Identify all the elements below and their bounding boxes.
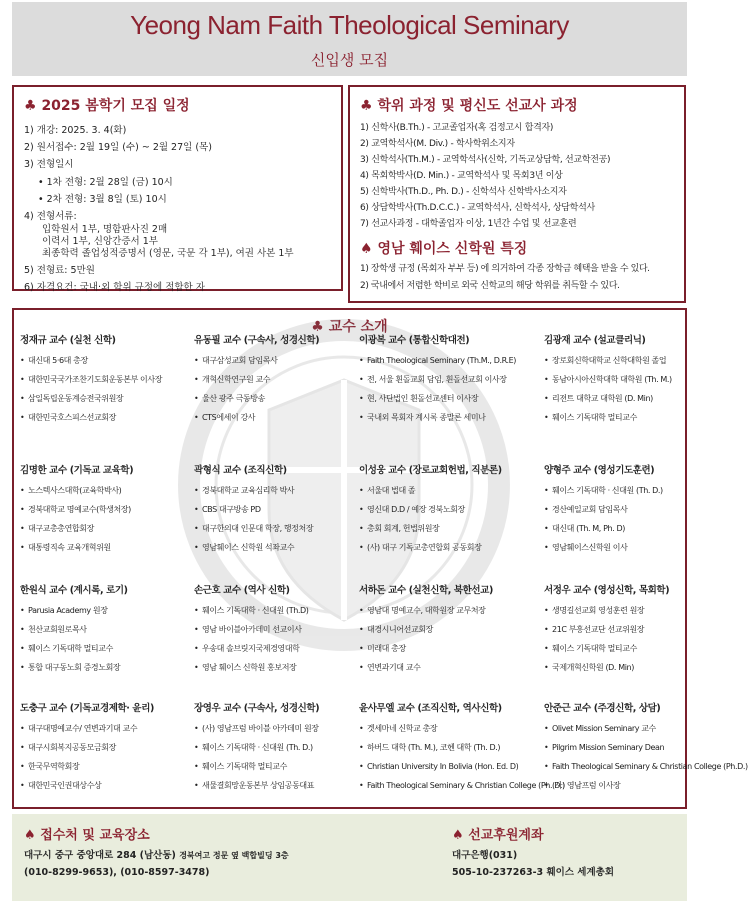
professor-card <box>194 700 364 800</box>
faculty-box <box>12 308 748 809</box>
professor-card <box>544 332 714 432</box>
document-item: 이력서 1부, 신앙간증서 1부 <box>42 236 158 247</box>
professor-card <box>544 582 714 682</box>
professor-credential: • 통합 대구동노회 증경노회장 <box>20 663 190 673</box>
professor-credential: • 대구시회복지공동모금회장 <box>20 743 190 753</box>
professor-credential: • 노스텍사스대학(교육학박사) <box>20 486 190 496</box>
professor-credential: • 천산교회원로목사 <box>20 625 190 635</box>
phone-numbers: (010-8299-9653), (010-8597-3478) <box>24 867 210 878</box>
professor-credential: • 영남훼이스 신학원 석좌교수 <box>194 543 364 553</box>
professor-credential: • 영남 바이블아카데미 선교이사 <box>194 625 364 635</box>
professor-card <box>359 462 529 562</box>
recruitment-title: ♣ 2025 봄학기 모집 일정 <box>24 98 190 114</box>
professor-credential: • 겟세마네 신학교 총장 <box>359 724 529 734</box>
professor-credential: • (사) 대구 기독교총연합회 공동회장 <box>359 543 529 553</box>
professor-credential: • 리젼트 대학교 대학원 (D. Min) <box>544 394 714 404</box>
document-item: 입학원서 1부, 명함판사진 2매 <box>42 224 168 235</box>
account-title: ♠ 선교후원계좌 <box>452 828 544 843</box>
professor-credential: • 대한민국호스피스선교회장 <box>20 413 190 423</box>
professor-name: 정재규 교수 (실천 신학) <box>20 335 116 346</box>
professor-name: 이성웅 교수 (장로교회헌법, 직분론) <box>359 465 502 476</box>
professor-credential: • 현, 사단법인 흰돌선교센터 이사장 <box>359 394 529 404</box>
degree-item: 3) 신학석사(Th.M.) - 교역학석사(신학, 기독교상담학, 선교학전공) <box>360 155 611 165</box>
feature-item: 2) 국내에서 저렴한 학비로 외국 신학교의 해당 학위를 취득할 수 있다. <box>360 281 620 291</box>
contact-title: ♠ 접수처 및 교육장소 <box>24 828 150 843</box>
professor-card <box>20 462 190 562</box>
professor-credential: • Pilgrim Mission Seminary Dean <box>544 743 714 753</box>
exam-fee: 5) 전형료: 5만원 <box>24 265 95 276</box>
professor-credential: • 경북대학교 교육심리학 박사 <box>194 486 364 496</box>
professor-credential: • 새물결회망운동본부 상임공동대표 <box>194 781 364 791</box>
bank-name: 대구은행(031) <box>452 850 518 861</box>
professor-credential: • Faith Theological Seminary (Th.M., D.R.E) <box>359 356 529 366</box>
professor-credential: • (사) 영남프럼 이사장 <box>544 781 714 791</box>
exam-round-1: • 1차 전형: 2월 28일 (금) 10시 <box>38 177 173 188</box>
professor-credential: • 울산 광주 극동방송 <box>194 394 364 404</box>
professor-credential: • 국내외 목회자 계시록 종말론 세미나 <box>359 413 529 423</box>
professor-card <box>20 332 190 432</box>
degree-item: 1) 신학사(B.Th.) - 고교졸업자(혹 검정고시 합격자) <box>360 123 554 133</box>
professor-credential: • 훼이스 기독대학 · 신대원 (Th. D.) <box>544 486 714 496</box>
professor-credential: • Faith Theological Seminary & Christian College (Ph.D.) <box>544 762 714 772</box>
professor-credential: • 영남대 명예교수, 대학원장 교무처장 <box>359 606 529 616</box>
footer <box>12 814 687 901</box>
professor-credential: • (사) 영남프럼 바이블 아카데미 원장 <box>194 724 364 734</box>
professor-name: 안준근 교수 (주경신학, 상담) <box>544 703 661 714</box>
professor-card <box>359 700 565 800</box>
professor-name: 곽형식 교수 (조직신학) <box>194 465 287 476</box>
club-icon: ♣ <box>360 98 373 114</box>
professor-credential: • 경북대학교 명예교수(학생처장) <box>20 505 190 515</box>
professor-credential: • 미래대 총장 <box>359 644 529 654</box>
professor-card <box>359 582 529 682</box>
professor-credential: • 하버드 대학 (Th. M.), 코헨 대학 (Th. D.) <box>359 743 529 753</box>
professor-credential: • 훼이스 기독대학 멀티교수 <box>20 644 190 654</box>
spade-icon: ♠ <box>360 241 373 257</box>
recruitment-schedule-box <box>12 85 343 291</box>
professor-credential: • 훼이스 기독대학 멀티교수 <box>544 644 714 654</box>
page-subtitle: 신입생 모집 <box>310 51 389 69</box>
degree-item: 6) 상담학박사(Th.D.C.C.) - 교역학석사, 신학석사, 상담학석사 <box>360 203 595 213</box>
degree-item: 2) 교역학석사(M. Div.) - 학사학위소지자 <box>360 139 515 149</box>
professor-card <box>194 462 364 562</box>
professor-name: 서하돈 교수 (실천신학, 북한선교) <box>359 585 493 596</box>
professor-credential: • 국제개혁신학원 (D. Min) <box>544 663 714 673</box>
professor-credential: • 21C 부흥선교단 선교위원장 <box>544 625 714 635</box>
professor-name: 양형주 교수 (영성기도훈련) <box>544 465 655 476</box>
professor-credential: • 대경시니어선교회장 <box>359 625 529 635</box>
degree-title: ♣ 학위 과정 및 평신도 선교사 과정 <box>360 98 578 114</box>
professor-card <box>544 700 748 800</box>
professor-name: 장영우 교수 (구속사, 성경신학) <box>194 703 320 714</box>
professor-credential: • 동남아시아신학대학 대학원 (Th. M.) <box>544 375 714 385</box>
exam-round-2: • 2차 전형: 3월 8일 (토) 10시 <box>38 194 167 205</box>
professor-credential: • 대통령직속 교육개혁위원 <box>20 543 190 553</box>
feature-item: 1) 장학생 규정 (목회자 부부 등) 에 의거하여 각종 장학금 혜택을 받을 수 있다. <box>360 264 650 274</box>
spade-icon: ♠ <box>24 828 36 843</box>
professor-credential: • 서울대 법대 졸 <box>359 486 529 496</box>
professor-credential: • Christian University In Bolivia (Hon. Ed. D) <box>359 762 529 772</box>
qualification: 6) 자격요건: 국내·외 학위 규정에 적합한 자 <box>24 282 205 293</box>
professor-credential: • CBS 대구방송 PD <box>194 505 364 515</box>
degree-item: 7) 선교사과정 - 대학졸업자 이상, 1년간 수업 및 선교훈련 <box>360 219 577 229</box>
professor-credential: • 훼이스 기독대학 멀티교수 <box>544 413 714 423</box>
professor-credential: • 대구교총총연합회장 <box>20 524 190 534</box>
professor-card <box>20 700 190 800</box>
professor-card <box>194 582 364 682</box>
professor-credential: • Parusia Academy 원장 <box>20 606 190 616</box>
professor-credential: • Olivet Mission Seminary 교수 <box>544 724 714 734</box>
professor-card <box>20 582 190 682</box>
page-header <box>12 2 687 76</box>
professor-credential: • 총회 회계, 헌법위원장 <box>359 524 529 534</box>
professor-name: 서정우 교수 (영성신학, 목회학) <box>544 585 670 596</box>
professor-credential: • 대한민국인권대상수상 <box>20 781 190 791</box>
professor-credential: • 대구대명예교수/ 연변과기대 교수 <box>20 724 190 734</box>
professor-credential: • 대구삼성교회 담임목사 <box>194 356 364 366</box>
degree-item: 4) 목회학박사(D. Min.) - 교역학석사 및 목회3년 이상 <box>360 171 563 181</box>
professor-name: 이광복 교수 (통합신학대전) <box>359 335 470 346</box>
address: 대구시 중구 중앙대로 284 (남산동) 경북여고 정문 옆 백합빌딩 3층 <box>24 850 289 861</box>
contact-section <box>24 824 289 883</box>
professor-name: 김명한 교수 (기독교 교육학) <box>20 465 134 476</box>
professor-credential: • 한국무역학회장 <box>20 762 190 772</box>
documents-heading: 4) 전형서류: <box>24 211 77 222</box>
professor-credential: • 훼이스 기독대학 멀티교수 <box>194 762 364 772</box>
professor-credential: • 대구한의대 인문대 학장, 행정처장 <box>194 524 364 534</box>
degree-programs-box <box>348 85 686 303</box>
professor-credential: • Faith Theological Seminary & Christian College (Ph. D.) <box>359 781 529 791</box>
faculty-title: ♣ 교수 소개 <box>311 319 388 335</box>
professor-name: 유동필 교수 (구속사, 성경신학) <box>194 335 320 346</box>
account-number: 505-10-237263-3 훼이스 세계총회 <box>452 867 615 878</box>
schedule-exam-heading: 3) 전형일시 <box>24 159 74 170</box>
professor-credential: • 대신대 (Th. M, Ph. D) <box>544 524 714 534</box>
professor-credential: • 개혁신학연구원 교수 <box>194 375 364 385</box>
club-icon: ♣ <box>311 319 324 335</box>
professor-credential: • 생명길선교회 영성훈련 원장 <box>544 606 714 616</box>
professor-credential: • 훼이스 기독대학 · 신대원 (Th. D.) <box>194 743 364 753</box>
degree-item: 5) 신학박사(Th.D., Ph. D.) - 신학석사 신학박사소지자 <box>360 187 567 197</box>
professor-name: 한원식 교수 (계시록, 로기) <box>20 585 128 596</box>
club-icon: ♣ <box>24 98 37 114</box>
professor-credential: • CTS에세이 강사 <box>194 413 364 423</box>
professor-card <box>544 462 714 562</box>
page-title: Yeong Nam Faith Theological Seminary <box>130 10 569 40</box>
professor-credential: • 영남 훼이스 신학원 홍보저장 <box>194 663 364 673</box>
spade-icon: ♠ <box>452 828 464 843</box>
professor-credential: • 대신대 5·6대 총장 <box>20 356 190 366</box>
professor-credential: • 대한민국국가조찬기도회운동본부 이사장 <box>20 375 190 385</box>
professor-name: 도충구 교수 (기독교경제학· 윤리) <box>20 703 154 714</box>
schedule-opening: 1) 개강: 2025. 3. 4(화) <box>24 125 127 136</box>
professor-name: 윤사무엘 교수 (조직신학, 역사신학) <box>359 703 502 714</box>
professor-credential: • 장로회신학대학교 신학대학원 졸업 <box>544 356 714 366</box>
professor-credential: • 영남훼이스신학원 이사 <box>544 543 714 553</box>
document-item: 최종학력 졸업성적증명서 (영문, 국문 각 1부), 여권 사본 1부 <box>42 248 294 259</box>
professor-credential: • 우송대 솔브릿지국제경영대학 <box>194 644 364 654</box>
schedule-application: 2) 원서접수: 2월 19일 (수) ~ 2월 27일 (목) <box>24 142 212 153</box>
professor-credential: • 훼이스 기독대학 · 신대원 (Th.D) <box>194 606 364 616</box>
professor-credential: • 영신대 D.D / 예장 경북노회장 <box>359 505 529 515</box>
professor-credential: • 삼일독립운동계승전국위원장 <box>20 394 190 404</box>
professor-card <box>194 332 364 432</box>
professor-credential: • 경산예일교회 담임목사 <box>544 505 714 515</box>
account-section <box>452 824 614 883</box>
professor-name: 손근호 교수 (역사 신학) <box>194 585 290 596</box>
professor-credential: • 전, 서울 흰돌교회 담임, 흰돌선교회 이사장 <box>359 375 529 385</box>
professor-name: 김광재 교수 (설교클리닉) <box>544 335 646 346</box>
professor-card <box>359 332 529 432</box>
professor-credential: • 연변과기대 교수 <box>359 663 529 673</box>
features-title: ♠ 영남 훼이스 신학원 특징 <box>360 241 528 257</box>
